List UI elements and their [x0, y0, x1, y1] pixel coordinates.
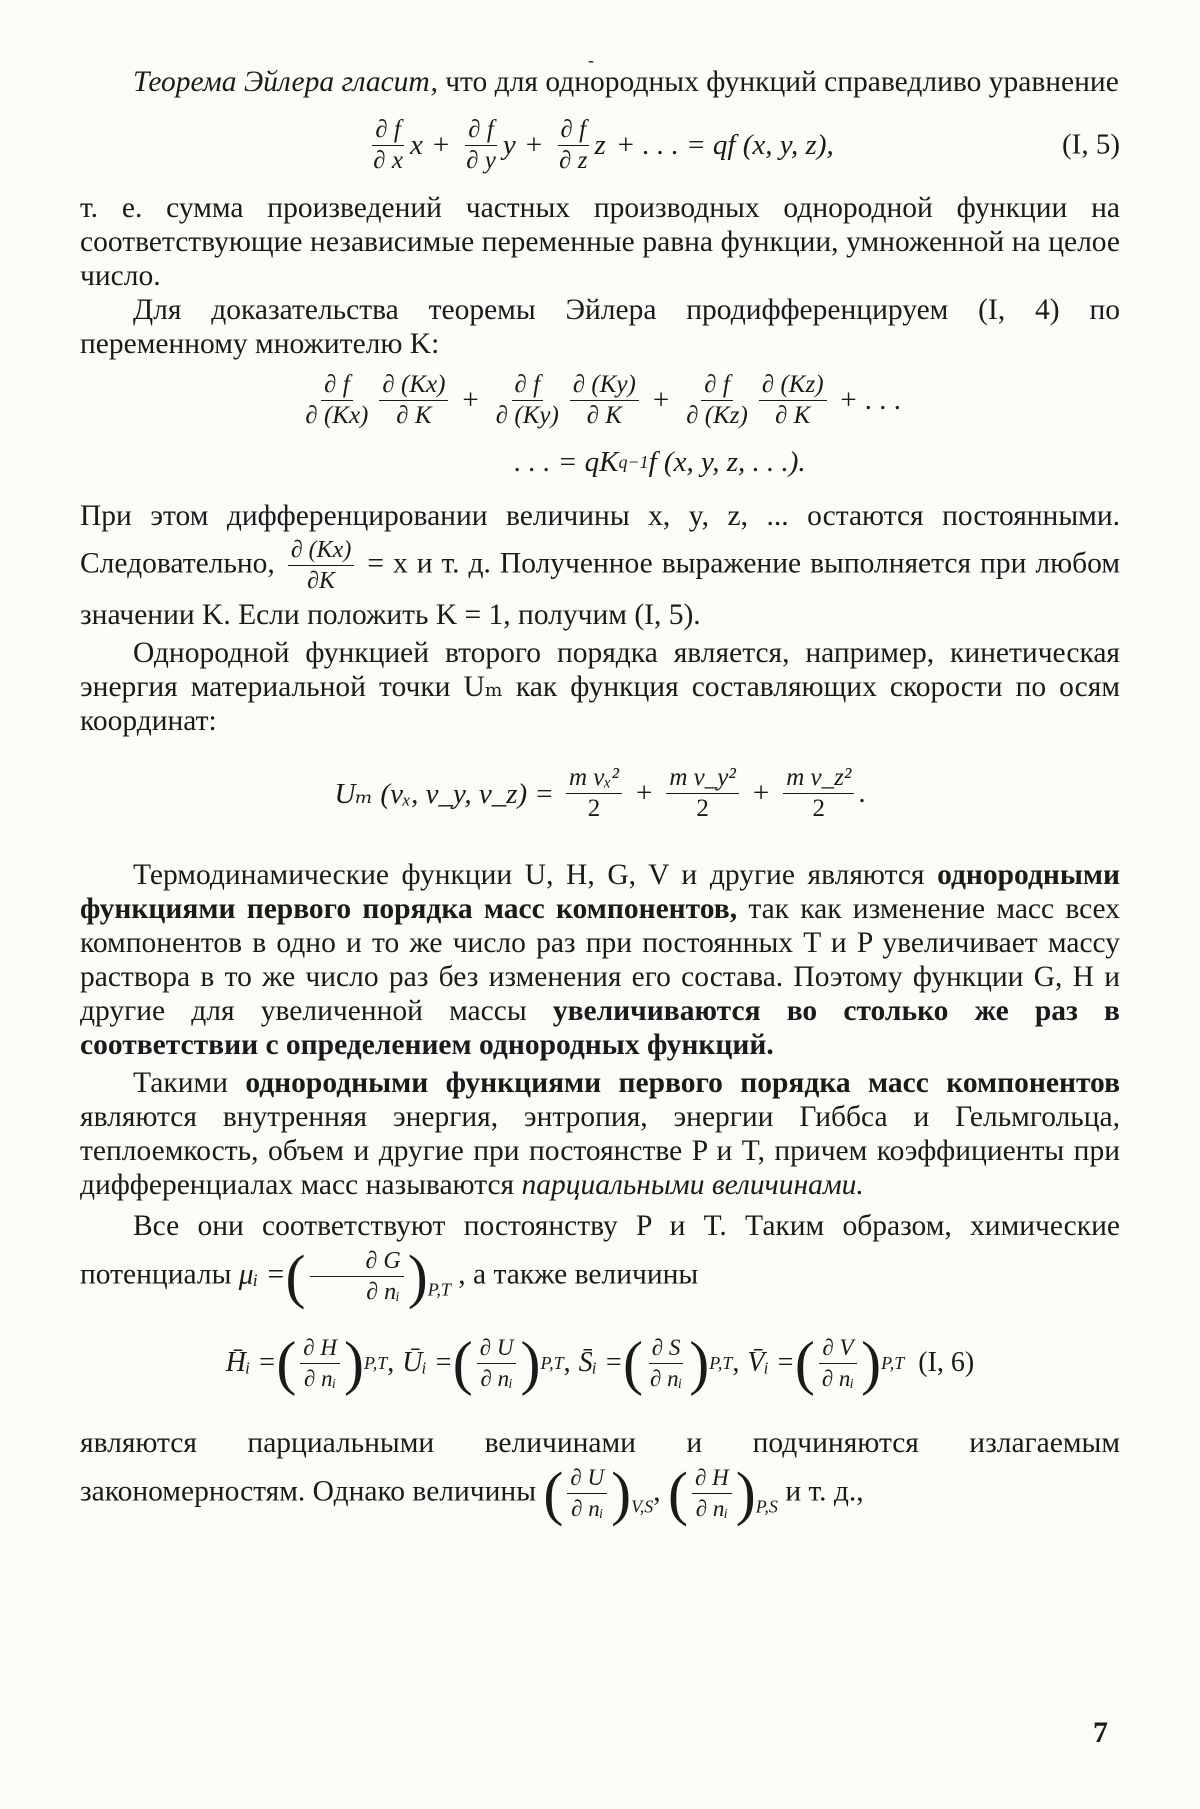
eq-end: . [858, 776, 866, 809]
frac-dkz-dk [759, 370, 827, 431]
separator: , [387, 1347, 395, 1379]
paren-open: ( [622, 1330, 643, 1397]
frac-mvy [666, 763, 739, 824]
paren-close: ) [407, 1243, 428, 1310]
frac-num: ∂ U [477, 1333, 517, 1364]
euler-intro-text: что для однородных функций справедливо уравнение [437, 66, 1119, 98]
frac-den: 2 [812, 794, 825, 822]
frac-df-dky [493, 370, 562, 431]
frac-den: ∂ nᵢ [649, 1365, 683, 1391]
frac-num: ∂ (Kx) [288, 535, 355, 566]
text: При этом дифференцировании величины x, y, z, ... остаются постоянными. Следовательно, [80, 500, 1120, 580]
frac-num: ∂ V [819, 1333, 856, 1364]
paren-close: ) [344, 1330, 365, 1397]
frac-den: ∂ nᵢ [571, 1496, 604, 1522]
frac-du-dn [477, 1333, 517, 1394]
frac-den: ∂ nᵢ [304, 1365, 337, 1391]
frac-num: m vₓ² [566, 763, 622, 794]
frac-df-dz [556, 115, 590, 176]
paren-open: ( [543, 1460, 564, 1527]
frac-num: ∂ (Kz) [759, 370, 827, 401]
frac-num: ∂ (Kx) [379, 370, 448, 401]
frac-df-dy [463, 115, 499, 176]
frac-den: ∂ nᵢ [366, 1279, 400, 1305]
frac-den: 2 [696, 794, 709, 822]
plus-sign: + [432, 128, 450, 161]
equation-differentiation-line2 [80, 439, 1120, 485]
frac-dkx-dk-inline [288, 535, 355, 596]
eq6-lhs-s: S̄ᵢ = [578, 1347, 623, 1379]
frac-den: ∂K [307, 568, 335, 594]
frac-dh-dn [300, 1333, 340, 1394]
frac-den: ∂ nᵢ [695, 1496, 729, 1522]
paragraph-constants [80, 497, 1120, 634]
eq6-lhs-u: Ūᵢ = [402, 1347, 453, 1379]
frac-den: ∂ z [559, 146, 588, 174]
top-mark: - [588, 50, 594, 70]
subscript: P,S [755, 1496, 778, 1517]
frac-num: ∂ f [465, 115, 497, 146]
eq-exponent: q−1 [618, 451, 649, 472]
frac-num: ∂ U [567, 1463, 607, 1494]
frac-den: ∂ y [466, 146, 496, 174]
frac-num: ∂ f [372, 115, 404, 146]
equation-differentiation [80, 361, 1120, 439]
frac-ds-dn [647, 1333, 685, 1394]
var-x: x [409, 128, 423, 161]
page-number: 7 [1093, 1716, 1108, 1749]
subscript: P,T [881, 1352, 905, 1373]
equation-kinetic-energy [80, 738, 1120, 848]
paren-close: ) [520, 1330, 541, 1397]
plus-sign: + [462, 383, 479, 416]
mu-symbol: μᵢ = [238, 1258, 286, 1291]
frac-den: ∂ (Kx) [305, 401, 369, 429]
frac-mvx [566, 763, 622, 824]
frac-num: ∂ H [692, 1463, 732, 1494]
frac-den: ∂ K [775, 401, 811, 429]
text: , а также величины [450, 1258, 699, 1291]
frac-den: 2 [587, 794, 601, 822]
plus-sign: + [635, 776, 653, 809]
bold-text: однородными функциями первого порядка масс компонентов, [80, 859, 1120, 925]
frac-num: ∂ f [558, 115, 590, 146]
frac-dky-dk [570, 370, 639, 431]
frac-num: m v_y² [666, 763, 739, 794]
frac-num: ∂ G [310, 1246, 404, 1277]
frac-den: ∂ nᵢ [480, 1365, 513, 1391]
eq6-lhs-v: V̄ᵢ = [747, 1347, 795, 1379]
frac-num: ∂ (Ky) [570, 370, 639, 401]
frac-num: m v_z² [783, 763, 854, 794]
frac-num: ∂ f [512, 370, 544, 401]
frac-den: ∂ x [373, 146, 403, 174]
paragraph-proof: Для доказательства теоремы Эйлера продифференцируем (I, 4) по переменному множителю K: [80, 294, 1120, 360]
frac-den: ∂ (Kz) [686, 401, 748, 429]
paragraph-chemical-potential [80, 1206, 1120, 1309]
subscript: P,T [364, 1352, 388, 1373]
equation-i6 [80, 1309, 1120, 1417]
paren-close: ) [861, 1330, 882, 1397]
text: и т. д., [777, 1475, 864, 1508]
frac-df-dkz [683, 370, 751, 431]
frac-dkx-dk [379, 370, 448, 431]
frac-df-dx [370, 115, 406, 176]
subscript: P,T [427, 1279, 451, 1300]
eq-tail: + . . . [838, 383, 902, 416]
text: являются парциальными величинами и подчиняются излагаемым закономерностям. Однако величины [80, 1427, 1120, 1508]
subscript: P,T [709, 1352, 733, 1373]
text: Все они соответствуют постоянству P и T. Таким образом, химические потенциалы [80, 1210, 1120, 1291]
frac-num: ∂ H [300, 1333, 340, 1364]
subscript: V,S [631, 1496, 654, 1517]
frac-num: ∂ f [321, 370, 353, 401]
paren-close: ) [611, 1460, 632, 1527]
plus-sign: + [652, 383, 670, 416]
paren-open: ( [794, 1330, 815, 1397]
frac-den: ∂ K [586, 401, 622, 429]
paragraph-thermo [80, 858, 1120, 1062]
frac-df-dkx [302, 370, 371, 431]
separator: , [563, 1347, 571, 1379]
paren-close: ) [735, 1460, 756, 1527]
var-y: y [502, 128, 516, 161]
frac-num: ∂ S [649, 1333, 684, 1364]
frac-dh-dn-ps [692, 1463, 732, 1524]
separator: , [732, 1347, 740, 1379]
plus-sign: + [525, 128, 543, 161]
frac-du-dn-vs [567, 1463, 607, 1524]
bold-text: увеличиваются во столько же раз в соответствии с определением однородных функций. [80, 995, 1120, 1061]
var-z: z [594, 128, 606, 161]
equation-i5 [80, 99, 1120, 191]
frac-mvz [783, 763, 854, 824]
text: Такими [133, 1067, 246, 1099]
frac-num: ∂ f [701, 370, 733, 401]
equation-number: (I, 5) [1062, 128, 1120, 161]
paren-open: ( [285, 1243, 306, 1310]
text: Термодинамические функции U, H, G, V и другие являются [133, 859, 938, 891]
paren-open: ( [668, 1460, 689, 1527]
paragraph-meaning: т. е. сумма произведений частных производных однородной функции на соответствующие независимые переменные равна функции, умноженной на целое число. [80, 192, 1120, 292]
eq-lhs: Uₘ (vₓ, v_y, v_z) = [334, 777, 554, 810]
text: так как изменение масс всех компонентов в одно и то же число раз при постоянных T и P увеличивает массу раствора в то же число раз без изменения его состава. Поэтому функции G, H и другие для увеличенной массы [80, 893, 1121, 1027]
eq-rhs: + . . . = qf (x, y, z), [615, 128, 834, 161]
paren-close: ) [689, 1330, 710, 1397]
paragraph-partial [80, 1066, 1120, 1202]
paragraph-kinetic: Однородной функцией второго порядка является, например, кинетическая энергия материальной точки Uₘ как функция составляющих скорости по осям координат: [80, 637, 1120, 737]
paragraph-euler-intro [80, 65, 1120, 99]
frac-den: ∂ nᵢ [821, 1365, 855, 1391]
text: = x и т. д. Полученное выражение выполняется при любом значении K. Если положить K = 1, получим (I, 5). [80, 547, 1121, 631]
italic-text: парциальными величинами. [521, 1169, 864, 1201]
plus-sign: + [752, 776, 770, 809]
equation-number: (I, 6) [918, 1347, 975, 1379]
frac-den: ∂ (Ky) [495, 401, 559, 429]
eq-line2b: f (x, y, z, . . .). [648, 445, 806, 478]
frac-den: ∂ K [396, 401, 432, 429]
text: являются внутренняя энергия, энтропия, энергии Гиббса и Гельмгольца, теплоемкость, объем и другие при постоянстве P и T, причем коэффициенты при дифференциалах масс называются [80, 1101, 1120, 1201]
subscript: P,T [540, 1352, 564, 1373]
paren-open: ( [276, 1330, 297, 1397]
euler-lead: Теорема Эйлера гласит, [133, 66, 438, 98]
frac-dg-dn [310, 1246, 404, 1307]
paren-open: ( [452, 1330, 473, 1397]
eq6-lhs-h: H̄ᵢ = [225, 1347, 277, 1379]
eq-line2: . . . = qK [514, 445, 619, 478]
bold-text: однородными функциями первого порядка масс компонентов [245, 1067, 1120, 1099]
frac-dv-dn [819, 1333, 857, 1394]
paragraph-conclusion: являются парциальными величинами и подчиняются излагаемым закономерностям. Однако величины ( $\frac{\partial U}{\text{∂ nᵢ}}$ )$_{V,S}$, ( $\frac{\partial H}{\text{∂ nᵢ}}$ )$_{P,S}$ и т. д., [80, 1427, 1120, 1527]
